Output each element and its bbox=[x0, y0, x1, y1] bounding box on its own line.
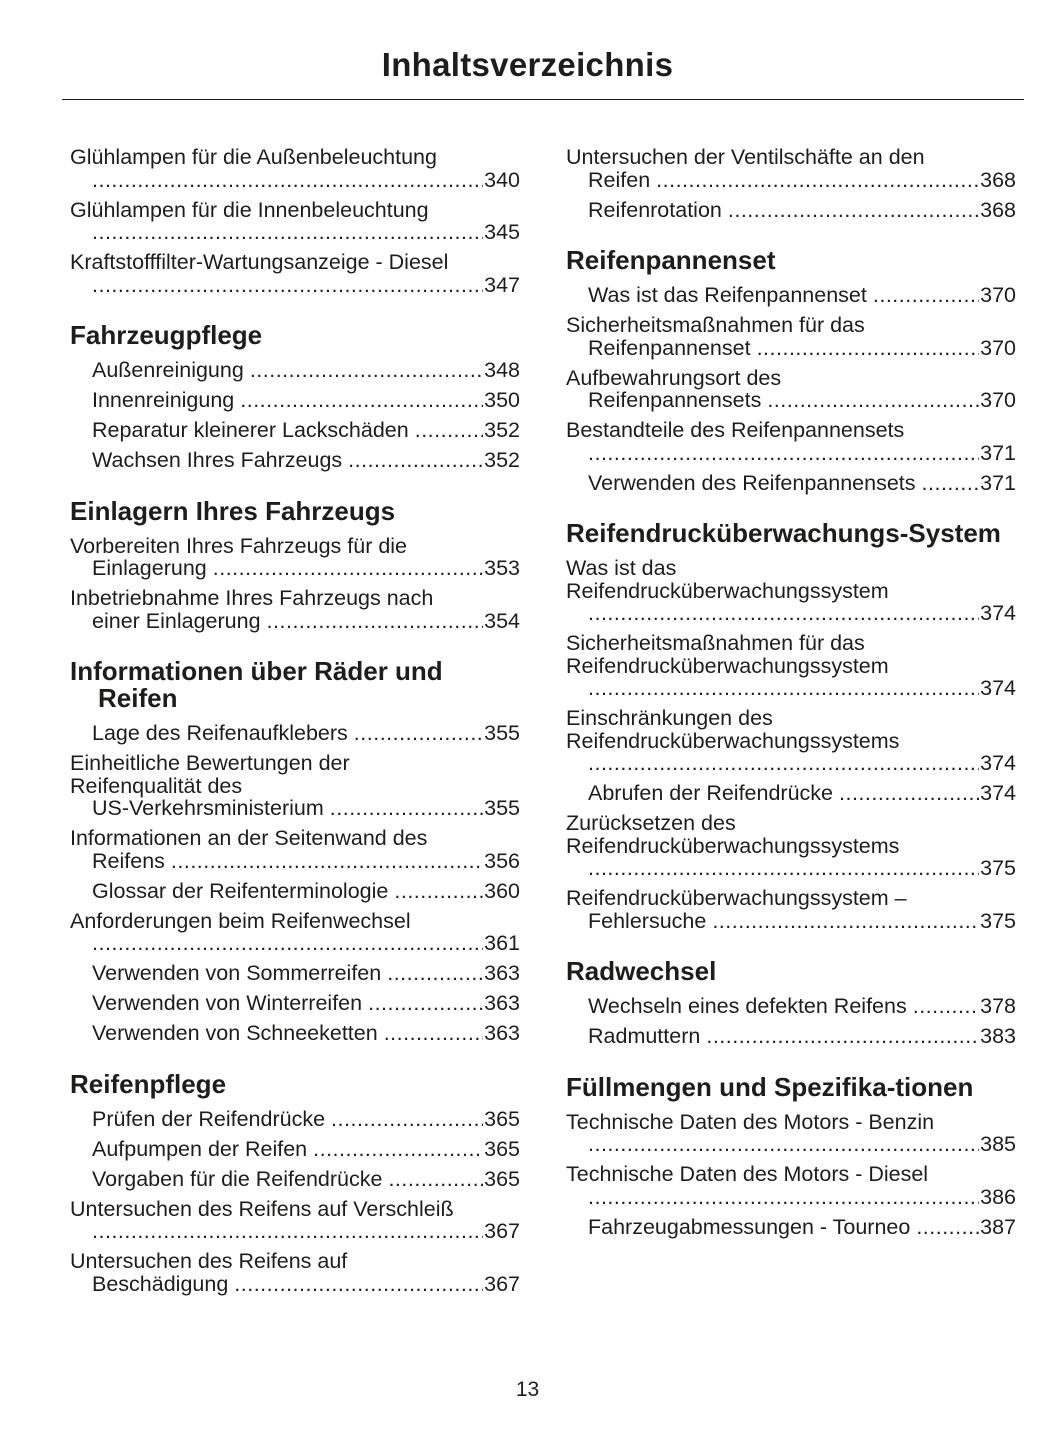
toc-entry[interactable] bbox=[566, 284, 1016, 307]
toc-entry-leader-line bbox=[92, 1138, 520, 1161]
toc-page-number: 386 bbox=[980, 1184, 1016, 1209]
toc-entry-leader-line bbox=[588, 442, 1016, 465]
toc-page-number: 348 bbox=[484, 358, 520, 382]
toc-entry[interactable] bbox=[70, 251, 520, 296]
toc-entry-leader-line bbox=[588, 910, 1016, 933]
toc-entry-label: Außenreinigung bbox=[92, 358, 244, 382]
toc-entry[interactable] bbox=[566, 1163, 1016, 1208]
toc-entry-text-line: Glühlampen für die Innenbeleuchtung bbox=[70, 197, 429, 222]
toc-entry-leader-line bbox=[588, 857, 1016, 880]
toc-entry-text-line: Kraftstofffilter-Wartungsanzeige - Diesel bbox=[70, 250, 449, 274]
toc-column-right bbox=[566, 146, 1016, 1246]
toc-entry-label: Lage des Reifenaufklebers bbox=[92, 721, 348, 745]
dot-leader bbox=[330, 797, 483, 820]
toc-entry-label: Wachsen Ihres Fahrzeugs bbox=[92, 448, 343, 472]
toc-entry-leader-line bbox=[92, 557, 520, 580]
toc-entry[interactable] bbox=[566, 314, 1016, 359]
toc-page-number: 385 bbox=[980, 1132, 1016, 1156]
dot-leader bbox=[706, 1025, 979, 1048]
toc-entry-label: Reifenpannenset bbox=[588, 335, 751, 360]
toc-page-number: 354 bbox=[484, 608, 520, 633]
toc-page-number: 368 bbox=[980, 167, 1016, 192]
section-heading: Informationen über Räder und Reifen bbox=[70, 656, 443, 713]
toc-entry-leader-line bbox=[92, 169, 520, 192]
toc-entry-label: Wechseln eines defekten Reifens bbox=[588, 994, 907, 1018]
toc-entry[interactable] bbox=[566, 472, 1016, 495]
dot-leader bbox=[250, 359, 483, 382]
toc-entry[interactable] bbox=[566, 782, 1016, 805]
toc-entry[interactable] bbox=[566, 632, 1016, 700]
toc-entry-leader-line bbox=[92, 1108, 520, 1131]
toc-entry-text-line: Technische Daten des Motors - Benzin bbox=[566, 1109, 935, 1134]
dot-leader bbox=[394, 880, 483, 903]
section-heading: Reifenpannenset bbox=[566, 245, 776, 275]
dot-leader bbox=[384, 1022, 483, 1045]
toc-entry-leader-line bbox=[92, 274, 520, 297]
dot-leader bbox=[313, 1138, 483, 1161]
toc-entry-text-line: Technische Daten des Motors - Diesel bbox=[566, 1162, 929, 1186]
dot-leader bbox=[92, 274, 483, 297]
toc-entry-text-line: Glühlampen für die Außenbeleuchtung bbox=[70, 145, 437, 169]
toc-entry-leader-line bbox=[588, 472, 1016, 495]
toc-entry-label: Verwenden von Schneeketten bbox=[92, 1021, 378, 1045]
toc-page-number: 363 bbox=[484, 961, 520, 985]
toc-entry-leader-line bbox=[92, 797, 520, 820]
toc-page-number: 363 bbox=[484, 1021, 520, 1045]
toc-page-number: 356 bbox=[484, 848, 520, 873]
dot-leader bbox=[588, 752, 979, 775]
toc-entry-text-line: Einschränkungen des bbox=[566, 706, 773, 730]
toc-entry-leader-line bbox=[588, 337, 1016, 360]
toc-entry[interactable] bbox=[70, 752, 520, 820]
dot-leader bbox=[913, 995, 979, 1018]
toc-entry-label: Verwenden von Sommerreifen bbox=[92, 961, 382, 985]
dot-leader bbox=[588, 857, 979, 880]
toc-page-number: 374 bbox=[980, 601, 1016, 625]
toc-page-number: 374 bbox=[980, 676, 1016, 700]
dot-leader bbox=[92, 169, 483, 192]
toc-entry-label: Was ist das Reifenpannenset bbox=[588, 283, 867, 307]
toc-entry-text-line: Untersuchen der Ventilschäfte an den bbox=[566, 145, 925, 169]
toc-page-number: 365 bbox=[484, 1136, 520, 1161]
dot-leader bbox=[588, 602, 979, 625]
toc-entry[interactable] bbox=[70, 535, 520, 580]
dot-leader bbox=[757, 337, 980, 360]
dot-leader bbox=[348, 449, 483, 472]
toc-entry-leader-line bbox=[588, 1025, 1016, 1048]
toc-page-number: 370 bbox=[980, 335, 1016, 360]
toc-entry-text-line: Bestandteile des Reifenpannensets bbox=[566, 418, 905, 442]
toc-entry-leader-line bbox=[92, 419, 520, 442]
toc-entry-leader-line bbox=[588, 602, 1016, 625]
dot-leader bbox=[922, 472, 980, 495]
toc-entry-text-line: Reifenqualität des bbox=[70, 773, 243, 798]
toc-page-number: 378 bbox=[980, 994, 1016, 1018]
toc-entry-text-line: Reifendrucküberwachungssystems bbox=[566, 728, 900, 753]
toc-page-number: 340 bbox=[484, 167, 520, 192]
toc-page-number: 347 bbox=[484, 272, 520, 297]
toc-entry-label: US-Verkehrsministerium bbox=[92, 796, 324, 820]
toc-entry-leader-line bbox=[92, 610, 520, 633]
dot-leader bbox=[267, 610, 484, 633]
toc-entry[interactable] bbox=[70, 1108, 520, 1131]
dot-leader bbox=[728, 199, 979, 222]
toc-entry-leader-line bbox=[588, 199, 1016, 222]
toc-entry[interactable] bbox=[70, 199, 520, 244]
toc-entry-text-line: Untersuchen des Reifens auf bbox=[70, 1249, 348, 1273]
toc-entry-leader-line bbox=[588, 677, 1016, 700]
toc-entry-text-line: Einheitliche Bewertungen der bbox=[70, 751, 350, 775]
toc-page-number: 370 bbox=[980, 283, 1016, 307]
toc-entry-leader-line bbox=[588, 782, 1016, 805]
title-divider bbox=[62, 99, 1024, 100]
toc-entry-leader-line bbox=[588, 1133, 1016, 1156]
toc-page-number: 350 bbox=[484, 388, 520, 412]
toc-entry[interactable] bbox=[566, 1111, 1016, 1156]
toc-page-number: 365 bbox=[484, 1106, 520, 1131]
toc-page-number: 367 bbox=[484, 1271, 520, 1296]
toc-entry-label: Vorgaben für die Reifendrücke bbox=[92, 1166, 383, 1191]
toc-page-number: 352 bbox=[484, 418, 520, 442]
toc-page-number: 371 bbox=[980, 440, 1016, 465]
toc-entry-label: Fehlersuche bbox=[588, 908, 707, 933]
toc-entry-text-line: Was ist das bbox=[566, 556, 677, 580]
dot-leader bbox=[588, 442, 979, 465]
toc-page-number: 367 bbox=[484, 1219, 520, 1243]
dot-leader bbox=[171, 850, 483, 873]
toc-page-number: 353 bbox=[484, 556, 520, 580]
toc-entry-leader-line bbox=[92, 932, 520, 955]
dot-leader bbox=[92, 221, 483, 244]
toc-entry[interactable] bbox=[566, 1025, 1016, 1048]
toc-entry-label: Reifenrotation bbox=[588, 197, 722, 222]
dot-leader bbox=[92, 932, 483, 955]
toc-entry-label: Reifenpannensets bbox=[588, 388, 762, 412]
toc-entry[interactable] bbox=[70, 910, 520, 955]
toc-entry-leader-line bbox=[92, 1168, 520, 1191]
toc-page-number: 365 bbox=[484, 1166, 520, 1191]
toc-entry-text-line: Reifendrucküberwachungssystem bbox=[566, 578, 889, 603]
toc-entry[interactable] bbox=[70, 722, 520, 745]
section-heading: Fahrzeugpflege bbox=[70, 320, 263, 350]
dot-leader bbox=[368, 992, 483, 1015]
toc-entry-text-line: Informationen an der Seitenwand des bbox=[70, 826, 428, 850]
toc-entry-label: Innenreinigung bbox=[92, 388, 235, 412]
toc-page-number: 345 bbox=[484, 220, 520, 244]
toc-entry-leader-line bbox=[92, 850, 520, 873]
toc-entry[interactable] bbox=[70, 880, 520, 903]
toc-entry[interactable] bbox=[70, 1022, 520, 1045]
toc-entry-leader-line bbox=[588, 1216, 1016, 1239]
toc-page-number: 371 bbox=[980, 470, 1016, 495]
toc-entry-leader-line bbox=[92, 389, 520, 412]
toc-entry[interactable] bbox=[70, 962, 520, 985]
toc-entry[interactable] bbox=[566, 1216, 1016, 1239]
toc-entry-text-line: Zurücksetzen des bbox=[566, 811, 736, 835]
dot-leader bbox=[767, 389, 979, 412]
dot-leader bbox=[234, 1273, 483, 1296]
toc-page-number: 383 bbox=[980, 1024, 1016, 1048]
page-title: Inhaltsverzeichnis bbox=[381, 46, 674, 83]
toc-entry[interactable] bbox=[566, 707, 1016, 775]
toc-entry[interactable] bbox=[566, 367, 1016, 412]
toc-entry-leader-line bbox=[588, 1186, 1016, 1209]
toc-entry-label: Verwenden des Reifenpannensets bbox=[588, 470, 916, 495]
toc-entry-leader-line bbox=[92, 992, 520, 1015]
toc-page-number: 370 bbox=[980, 388, 1016, 412]
toc-entry-leader-line bbox=[92, 1273, 520, 1296]
toc-page-number: 375 bbox=[980, 908, 1016, 933]
toc-entry-label: Abrufen der Reifendrücke bbox=[588, 781, 834, 805]
toc-page-number: 363 bbox=[484, 991, 520, 1015]
toc-entry[interactable] bbox=[70, 1250, 520, 1295]
toc-page-number: 355 bbox=[484, 721, 520, 745]
toc-entry-leader-line bbox=[588, 995, 1016, 1018]
toc-entry-text-line: Reifendrucküberwachungssystem bbox=[566, 653, 889, 678]
toc-entry-label: einer Einlagerung bbox=[92, 608, 261, 633]
dot-leader bbox=[354, 722, 483, 745]
toc-entry-label: Prüfen der Reifendrücke bbox=[92, 1106, 326, 1131]
toc-entry[interactable] bbox=[70, 146, 520, 191]
toc-entry-leader-line bbox=[92, 722, 520, 745]
toc-entry-text-line: Sicherheitsmaßnahmen für das bbox=[566, 631, 865, 655]
toc-entry[interactable] bbox=[70, 992, 520, 1015]
toc-entry[interactable] bbox=[566, 419, 1016, 464]
toc-page-number: 355 bbox=[484, 796, 520, 820]
dot-leader bbox=[712, 910, 979, 933]
toc-entry-label: Reparatur kleinerer Lackschäden bbox=[92, 418, 409, 442]
dot-leader bbox=[656, 169, 979, 192]
toc-entry-text-line: Reifendrucküberwachungssystems bbox=[566, 833, 900, 858]
dot-leader bbox=[415, 419, 483, 442]
toc-entry[interactable] bbox=[566, 995, 1016, 1018]
dot-leader bbox=[331, 1108, 483, 1131]
toc-entry-text-line: Untersuchen des Reifens auf Verschleiß bbox=[70, 1196, 454, 1221]
toc-entry[interactable] bbox=[70, 1138, 520, 1161]
dot-leader bbox=[387, 962, 483, 985]
toc-entry-label: Reifen bbox=[588, 167, 651, 192]
toc-page-number: 374 bbox=[980, 751, 1016, 775]
dot-leader bbox=[839, 782, 979, 805]
section-heading: Füllmengen und Spezifika-tionen bbox=[566, 1071, 974, 1102]
toc-column-left bbox=[70, 146, 520, 1303]
toc-entry-text-line: Sicherheitsmaßnahmen für das bbox=[566, 313, 865, 337]
toc-entry-leader-line bbox=[92, 359, 520, 382]
toc-entry-text-line: Inbetriebnahme Ihres Fahrzeugs nach bbox=[70, 586, 434, 610]
toc-entry-leader-line bbox=[588, 389, 1016, 412]
dot-leader bbox=[588, 677, 979, 700]
dot-leader bbox=[213, 557, 483, 580]
toc-entry[interactable] bbox=[70, 419, 520, 442]
toc-entry[interactable] bbox=[566, 887, 1016, 932]
toc-entry-label: Verwenden von Winterreifen bbox=[92, 991, 363, 1015]
dot-leader bbox=[92, 1220, 483, 1243]
toc-entry-label: Radmuttern bbox=[588, 1024, 701, 1048]
toc-entry-leader-line bbox=[588, 284, 1016, 307]
toc-page-number: 368 bbox=[980, 197, 1016, 222]
toc-entry-leader-line bbox=[588, 752, 1016, 775]
toc-page-number: 387 bbox=[980, 1214, 1016, 1239]
toc-entry-text-line: Vorbereiten Ihres Fahrzeugs für die bbox=[70, 533, 408, 558]
toc-entry[interactable] bbox=[566, 557, 1016, 625]
dot-leader bbox=[240, 389, 483, 412]
toc-page-number: 361 bbox=[484, 931, 520, 955]
toc-entry-label: Beschädigung bbox=[92, 1271, 229, 1296]
toc-entry-leader-line bbox=[92, 880, 520, 903]
page-number: 13 bbox=[515, 1378, 540, 1401]
toc-entry-leader-line bbox=[92, 962, 520, 985]
toc-entry[interactable] bbox=[566, 812, 1016, 880]
dot-leader bbox=[588, 1186, 979, 1209]
dot-leader bbox=[873, 284, 979, 307]
toc-entry[interactable] bbox=[70, 449, 520, 472]
toc-entry-leader-line bbox=[92, 221, 520, 244]
toc-page-number: 360 bbox=[484, 878, 520, 903]
toc-entry-label: Reifens bbox=[92, 848, 165, 873]
toc-entry[interactable] bbox=[70, 389, 520, 412]
toc-entry-text-line: Anforderungen beim Reifenwechsel bbox=[70, 908, 411, 933]
toc-entry[interactable] bbox=[70, 587, 520, 632]
toc-page-number: 375 bbox=[980, 856, 1016, 880]
toc-entry[interactable] bbox=[566, 146, 1016, 191]
toc-entry-leader-line bbox=[92, 1022, 520, 1045]
toc-page-number: 374 bbox=[980, 781, 1016, 805]
toc-entry-leader-line bbox=[92, 449, 520, 472]
toc-entry-label: Einlagerung bbox=[92, 556, 207, 580]
section-heading: Einlagern Ihres Fahrzeugs bbox=[70, 495, 396, 526]
toc-page-number: 352 bbox=[484, 448, 520, 472]
toc-entry-label: Fahrzeugabmessungen - Tourneo bbox=[588, 1214, 911, 1239]
section-heading: Radwechsel bbox=[566, 956, 717, 986]
toc-entry[interactable] bbox=[70, 1198, 520, 1243]
toc-entry-label: Glossar der Reifenterminologie bbox=[92, 878, 389, 903]
toc-entry[interactable] bbox=[70, 827, 520, 872]
section-heading: Reifenpflege bbox=[70, 1068, 227, 1099]
toc-entry-text-line: Aufbewahrungsort des bbox=[566, 365, 782, 390]
toc-entry-text-line: Reifendrucküberwachungssystem – bbox=[566, 886, 907, 910]
dot-leader bbox=[588, 1133, 979, 1156]
toc-entry[interactable] bbox=[566, 199, 1016, 222]
dot-leader bbox=[388, 1168, 483, 1191]
section-heading: Reifendrucküberwachungs-System bbox=[566, 518, 1001, 548]
toc-entry[interactable] bbox=[70, 359, 520, 382]
dot-leader bbox=[916, 1216, 979, 1239]
toc-entry-leader-line bbox=[588, 169, 1016, 192]
toc-entry-leader-line bbox=[92, 1220, 520, 1243]
toc-entry-label: Aufpumpen der Reifen bbox=[92, 1136, 308, 1161]
toc-entry[interactable] bbox=[70, 1168, 520, 1191]
